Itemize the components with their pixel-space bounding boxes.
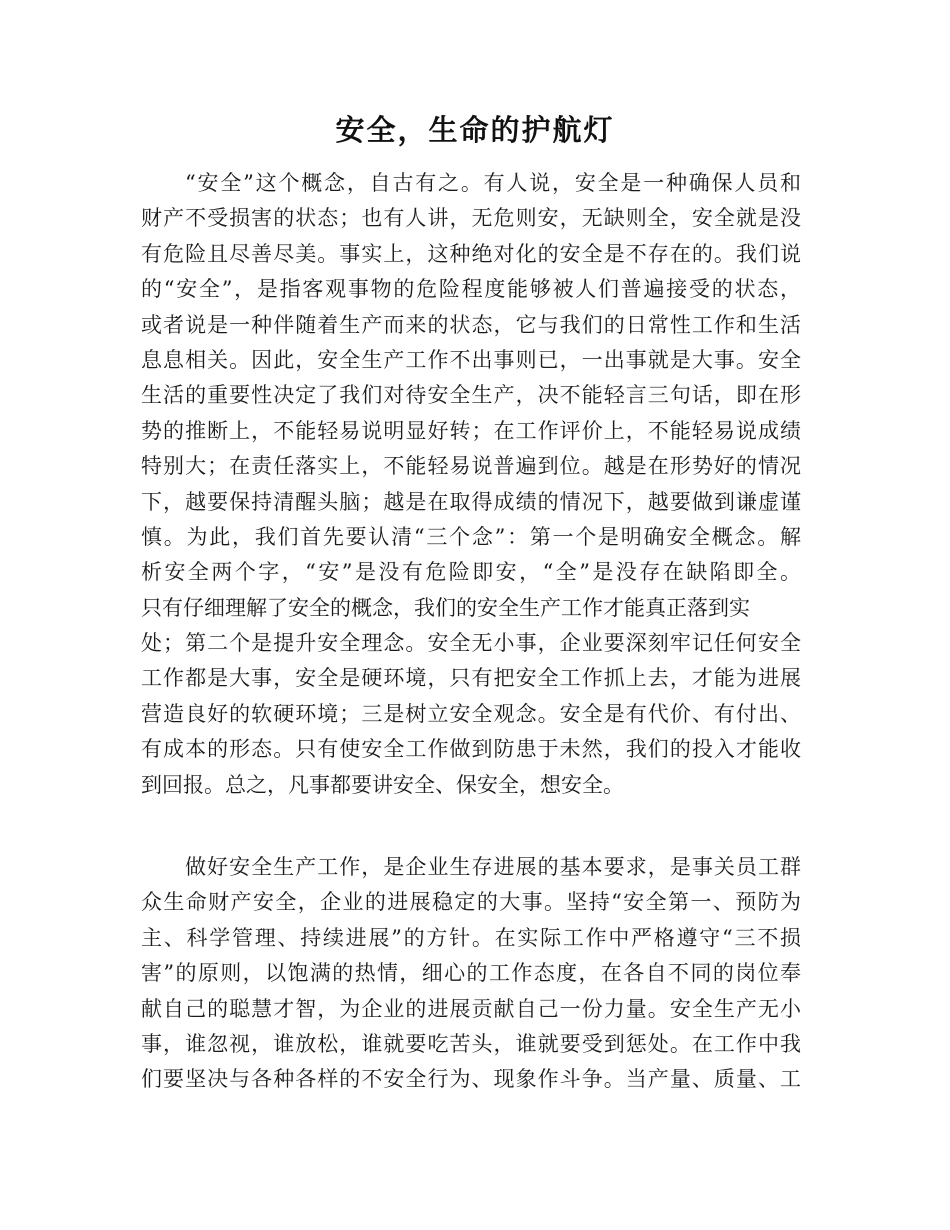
text-line: 下，越要保持清醒头脑；越是在取得成绩的情况下，越要做到谦虚谨: [141, 489, 801, 514]
text-line: “安全”这个概念，自古有之。有人说，安全是一种确保人员和: [185, 171, 801, 195]
text-line: 献自己的聪慧才智，为企业的进展贡献自己一份力量。安全生产无小: [141, 996, 801, 1021]
text-line: 害”的原则，以饱满的热情，细心的工作态度，在各自不同的岗位奉: [141, 961, 801, 986]
text-line: 势的推断上，不能轻易说明显好转；在工作评价上，不能轻易说成绩: [141, 418, 801, 443]
text-line: 主、科学管理、持续进展”的方针。在实际工作中严格遵守“三不损: [141, 925, 801, 950]
text-line: 有成本的形态。只有使安全工作做到防患于未然，我们的投入才能收: [141, 737, 801, 762]
text-line: 事，谁忽视，谁放松，谁就要吃苦头，谁就要受到惩处。在工作中我: [141, 1031, 801, 1056]
text-line: 财产不受损害的状态；也有人讲，无危则安，无缺则全，安全就是没: [141, 206, 801, 231]
text-line: 做好安全生产工作，是企业生存进展的基本要求，是事关员工群: [185, 855, 801, 879]
text-line: 析安全两个字，“安”是没有危险即安，“全”是没存在缺陷即全。: [141, 560, 801, 585]
text-line: 的“安全”，是指客观事物的危险程度能够被人们普遍接受的状态，: [141, 277, 801, 302]
text-line: 处；第二个是提升安全理念。安全无小事，企业要深刻牢记任何安全: [141, 631, 801, 656]
text-line: 工作都是大事，安全是硬环境，只有把安全工作抓上去，才能为进展: [141, 666, 801, 691]
text-line: 特别大；在责任落实上，不能轻易说普遍到位。越是在形势好的情况: [141, 454, 801, 479]
text-line: 或者说是一种伴随着生产而来的状态，它与我们的日常性工作和生活: [141, 312, 801, 337]
text-line: 有危险且尽善尽美。事实上，这种绝对化的安全是不存在的。我们说: [141, 241, 801, 266]
paragraph-1: [141, 166, 801, 803]
text-line: 生活的重要性决定了我们对待安全生产，决不能轻言三句话，即在形: [141, 383, 801, 408]
text-line: 慎。为此，我们首先要认清“三个念”：第一个是明确安全概念。解: [141, 524, 801, 549]
text-line: 到回报。总之，凡事都要讲安全、保安全，想安全。: [141, 772, 624, 797]
paragraph-2: [141, 850, 801, 1098]
document-title: 安全，生命的护航灯: [335, 113, 615, 147]
text-line: 众生命财产安全，企业的进展稳定的大事。坚持“安全第一、预防为: [141, 890, 801, 915]
text-line: 只有仔细理解了安全的概念，我们的安全生产工作才能真正落到实: [141, 595, 750, 620]
text-line: 息息相关。因此，安全生产工作不出事则已，一出事就是大事。安全: [141, 347, 801, 372]
text-line: 们要坚决与各种各样的不安全行为、现象作斗争。当产量、质量、工: [141, 1067, 801, 1092]
text-line: 营造良好的软硬环境；三是树立安全观念。安全是有代价、有付出、: [141, 701, 801, 726]
